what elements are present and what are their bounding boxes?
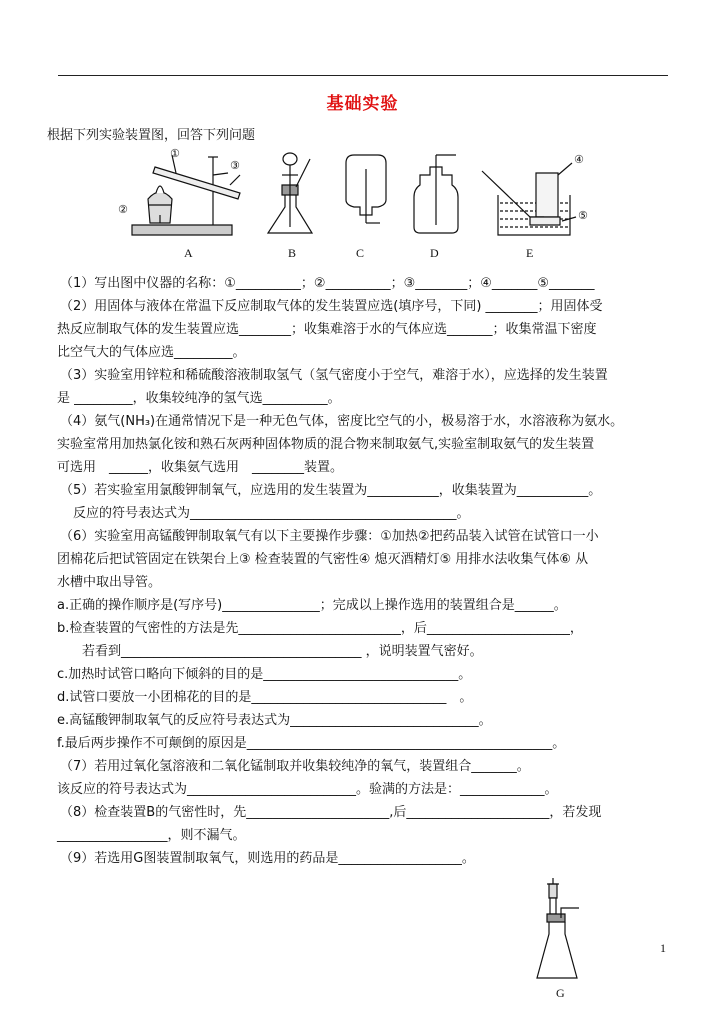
marker-5: ⑤ — [578, 209, 588, 222]
question-line: d.试管口要放一小团棉花的目的是______________________________ 。 — [57, 690, 473, 705]
question-line: c.加热时试管口略向下倾斜的目的是______________________________。 — [57, 667, 472, 682]
apparatus-d — [414, 155, 458, 233]
question-line: 比空气大的气体应选_________。 — [57, 345, 246, 360]
stopper — [547, 914, 565, 922]
question-line: 是 _________，收集较纯净的氢气选__________。 — [57, 391, 341, 406]
flask-g — [537, 922, 577, 978]
question-line: 团棉花后把试管固定在铁架台上③ 检查装置的气密性④ 熄灭酒精灯⑤ 用排水法收集气体⑥ 从 — [57, 552, 589, 567]
question-line: _________________，则不漏气。 — [57, 828, 246, 843]
question-line: 水槽中取出导管。 — [57, 575, 162, 590]
question-line: 可选用 ______，收集氨气选用 ________装置。 — [57, 460, 344, 475]
question-line: （8）检查装置B的气密性时，先______________________,后______________________，若发现 — [60, 805, 602, 820]
figure-label-d: D — [430, 246, 439, 260]
apparatus-e — [482, 163, 576, 235]
question-list — [57, 272, 680, 870]
question-line: （1）写出图中仪器的名称：①__________；②__________；③________；④_______⑤_______ — [60, 276, 595, 291]
figure-label-g: G — [556, 986, 565, 1000]
question-line: （5）若实验室用氯酸钾制氧气，应选用的发生装置为___________，收集装置为___________。 — [60, 483, 602, 498]
marker-1: ① — [170, 147, 180, 160]
question-line: a.正确的操作顺序是(写序号)_______________；完成以上操作选用的装置组合是______。 — [57, 598, 567, 613]
marker-3: ③ — [230, 159, 240, 172]
marker-2: ② — [118, 203, 128, 216]
intro-text: 根据下列实验装置图，回答下列问题 — [47, 128, 256, 143]
apparatus-figure — [110, 145, 610, 245]
figure-label-e: E — [526, 246, 534, 260]
delivery-tube — [482, 171, 544, 217]
question-line: （6）实验室用高锰酸钾制取氧气有以下主要操作步骤：①加热②把药品装入试管在试管口一小 — [60, 529, 599, 544]
header-rule — [58, 75, 668, 76]
question-line: f.最后两步操作不可颠倒的原因是_______________________________________________。 — [57, 736, 566, 751]
page-title: 基础实验 — [326, 94, 399, 114]
stand-base — [132, 225, 232, 235]
question-line: （7）若用过氧化氢溶液和二氧化锰制取并收集较纯净的氧气，装置组合_______。 — [60, 759, 530, 774]
question-line: e.高锰酸钾制取氧气的反应符号表达式为_____________________________。 — [57, 713, 492, 728]
figure-label-c: C — [356, 246, 365, 260]
question-line: b.检查装置的气密性的方法是先_________________________，后______________________， — [57, 621, 583, 636]
apparatus-b — [268, 153, 312, 233]
apparatus-c — [346, 155, 386, 223]
question-line: 实验室常用加热氯化铵和熟石灰两种固体物质的混合物来制取氨气,实验室制取氨气的发生装置 — [57, 437, 595, 452]
figure-label-a: A — [184, 246, 193, 260]
funnel — [283, 153, 297, 165]
question-line: 热反应制取气体的发生装置应选________；收集难溶于水的气体应选_______；收集常温下密度 — [57, 322, 597, 337]
question-line: （4）氨气(NH₃)在通常情况下是一种无色气体，密度比空气的小，极易溶于水，水溶液称为氨水。 — [60, 414, 624, 429]
question-line: （2）用固体与液体在常温下反应制取气体的发生装置应选(填序号，下同) ________；用固体受 — [60, 299, 603, 314]
figure-label-b: B — [288, 246, 297, 260]
apparatus-a — [132, 155, 240, 235]
page-number: 1 — [660, 941, 666, 955]
syringe — [549, 884, 557, 898]
question-line: 该反应的符号表达式为__________________________。验满的方法是：_____________。 — [57, 782, 558, 797]
question-line: 若看到_____________________________________ ，说明装置气密好。 — [82, 644, 483, 659]
question-line: （9）若选用G图装置制取氧气，则选用的药品是___________________。 — [60, 851, 475, 866]
question-line: 反应的符号表达式为_________________________________________。 — [73, 506, 470, 521]
collecting-bottle — [536, 173, 558, 217]
question-line: （3）实验室用锌粒和稀硫酸溶液制取氢气（氢气密度小于空气，难溶于水），应选择的发生装置 — [60, 368, 608, 383]
water-trough — [498, 195, 570, 235]
apparatus-g — [533, 878, 593, 986]
marker-4: ④ — [574, 153, 584, 166]
